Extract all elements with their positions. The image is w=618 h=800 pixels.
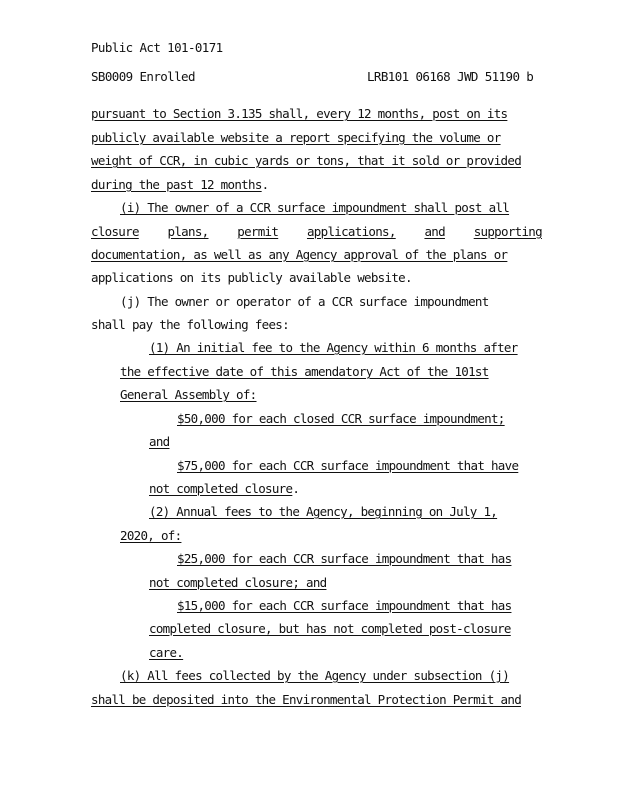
period: . (261, 177, 269, 192)
body-line: shall pay the following fees: (91, 317, 289, 332)
item-1-line: (1) An initial fee to the Agency within 6 months after (149, 340, 518, 355)
body-line: publicly available website a report specifying the volume or (91, 130, 501, 145)
period: . (292, 481, 300, 496)
body-line: and (149, 434, 170, 449)
body-line: weight of CCR, in cubic yards or tons, that it sold or provided (91, 153, 522, 168)
word: plans, (167, 224, 209, 239)
word: supporting (473, 224, 542, 239)
body-line: General Assembly of: (120, 387, 257, 402)
fee-line: $15,000 for each CCR surface impoundment that has (177, 598, 512, 613)
bill-number: SB0009 Enrolled (91, 69, 195, 84)
justified-line (91, 224, 542, 240)
body-line (149, 481, 299, 497)
body-line: documentation, as well as any Agency approval of the plans or (91, 247, 508, 262)
subsection-k-line: (k) All fees collected by the Agency under subsection (j) (120, 668, 510, 683)
body-line: shall be deposited into the Environmental Protection Permit and (91, 692, 522, 707)
fee-line: $75,000 for each CCR surface impoundment that have (177, 458, 519, 473)
fee-line: $25,000 for each CCR surface impoundment that has (177, 551, 512, 566)
word: and (424, 224, 445, 239)
body-line: pursuant to Section 3.135 shall, every 12 months, post on its (91, 106, 508, 121)
body-line: care. (149, 645, 184, 660)
word: permit (237, 224, 279, 239)
body-line: completed closure, but has not completed post-closure (149, 621, 511, 636)
body-line: 2020, of: (120, 528, 182, 543)
body-line: the effective date of this amendatory Act of the 101st (120, 364, 489, 379)
underlined-text: during the past 12 months (91, 177, 262, 192)
body-line (91, 177, 268, 193)
underlined-text: not completed closure (149, 481, 293, 496)
word: applications, (306, 224, 396, 239)
body-line: applications on its publicly available website. (91, 270, 412, 285)
subsection-j-line: (j) The owner or operator of a CCR surface impoundment (120, 294, 489, 309)
fee-line: $50,000 for each closed CCR surface impoundment; (177, 411, 505, 426)
public-act-number: Public Act 101-0171 (91, 40, 223, 55)
lrb-number: LRB101 06168 JWD 51190 b (367, 69, 534, 84)
word: closure (91, 224, 139, 239)
body-line: not completed closure; and (149, 575, 327, 590)
subsection-i-line: (i) The owner of a CCR surface impoundment shall post all (120, 200, 510, 215)
item-2-line: (2) Annual fees to the Agency, beginning on July 1, (149, 504, 498, 519)
